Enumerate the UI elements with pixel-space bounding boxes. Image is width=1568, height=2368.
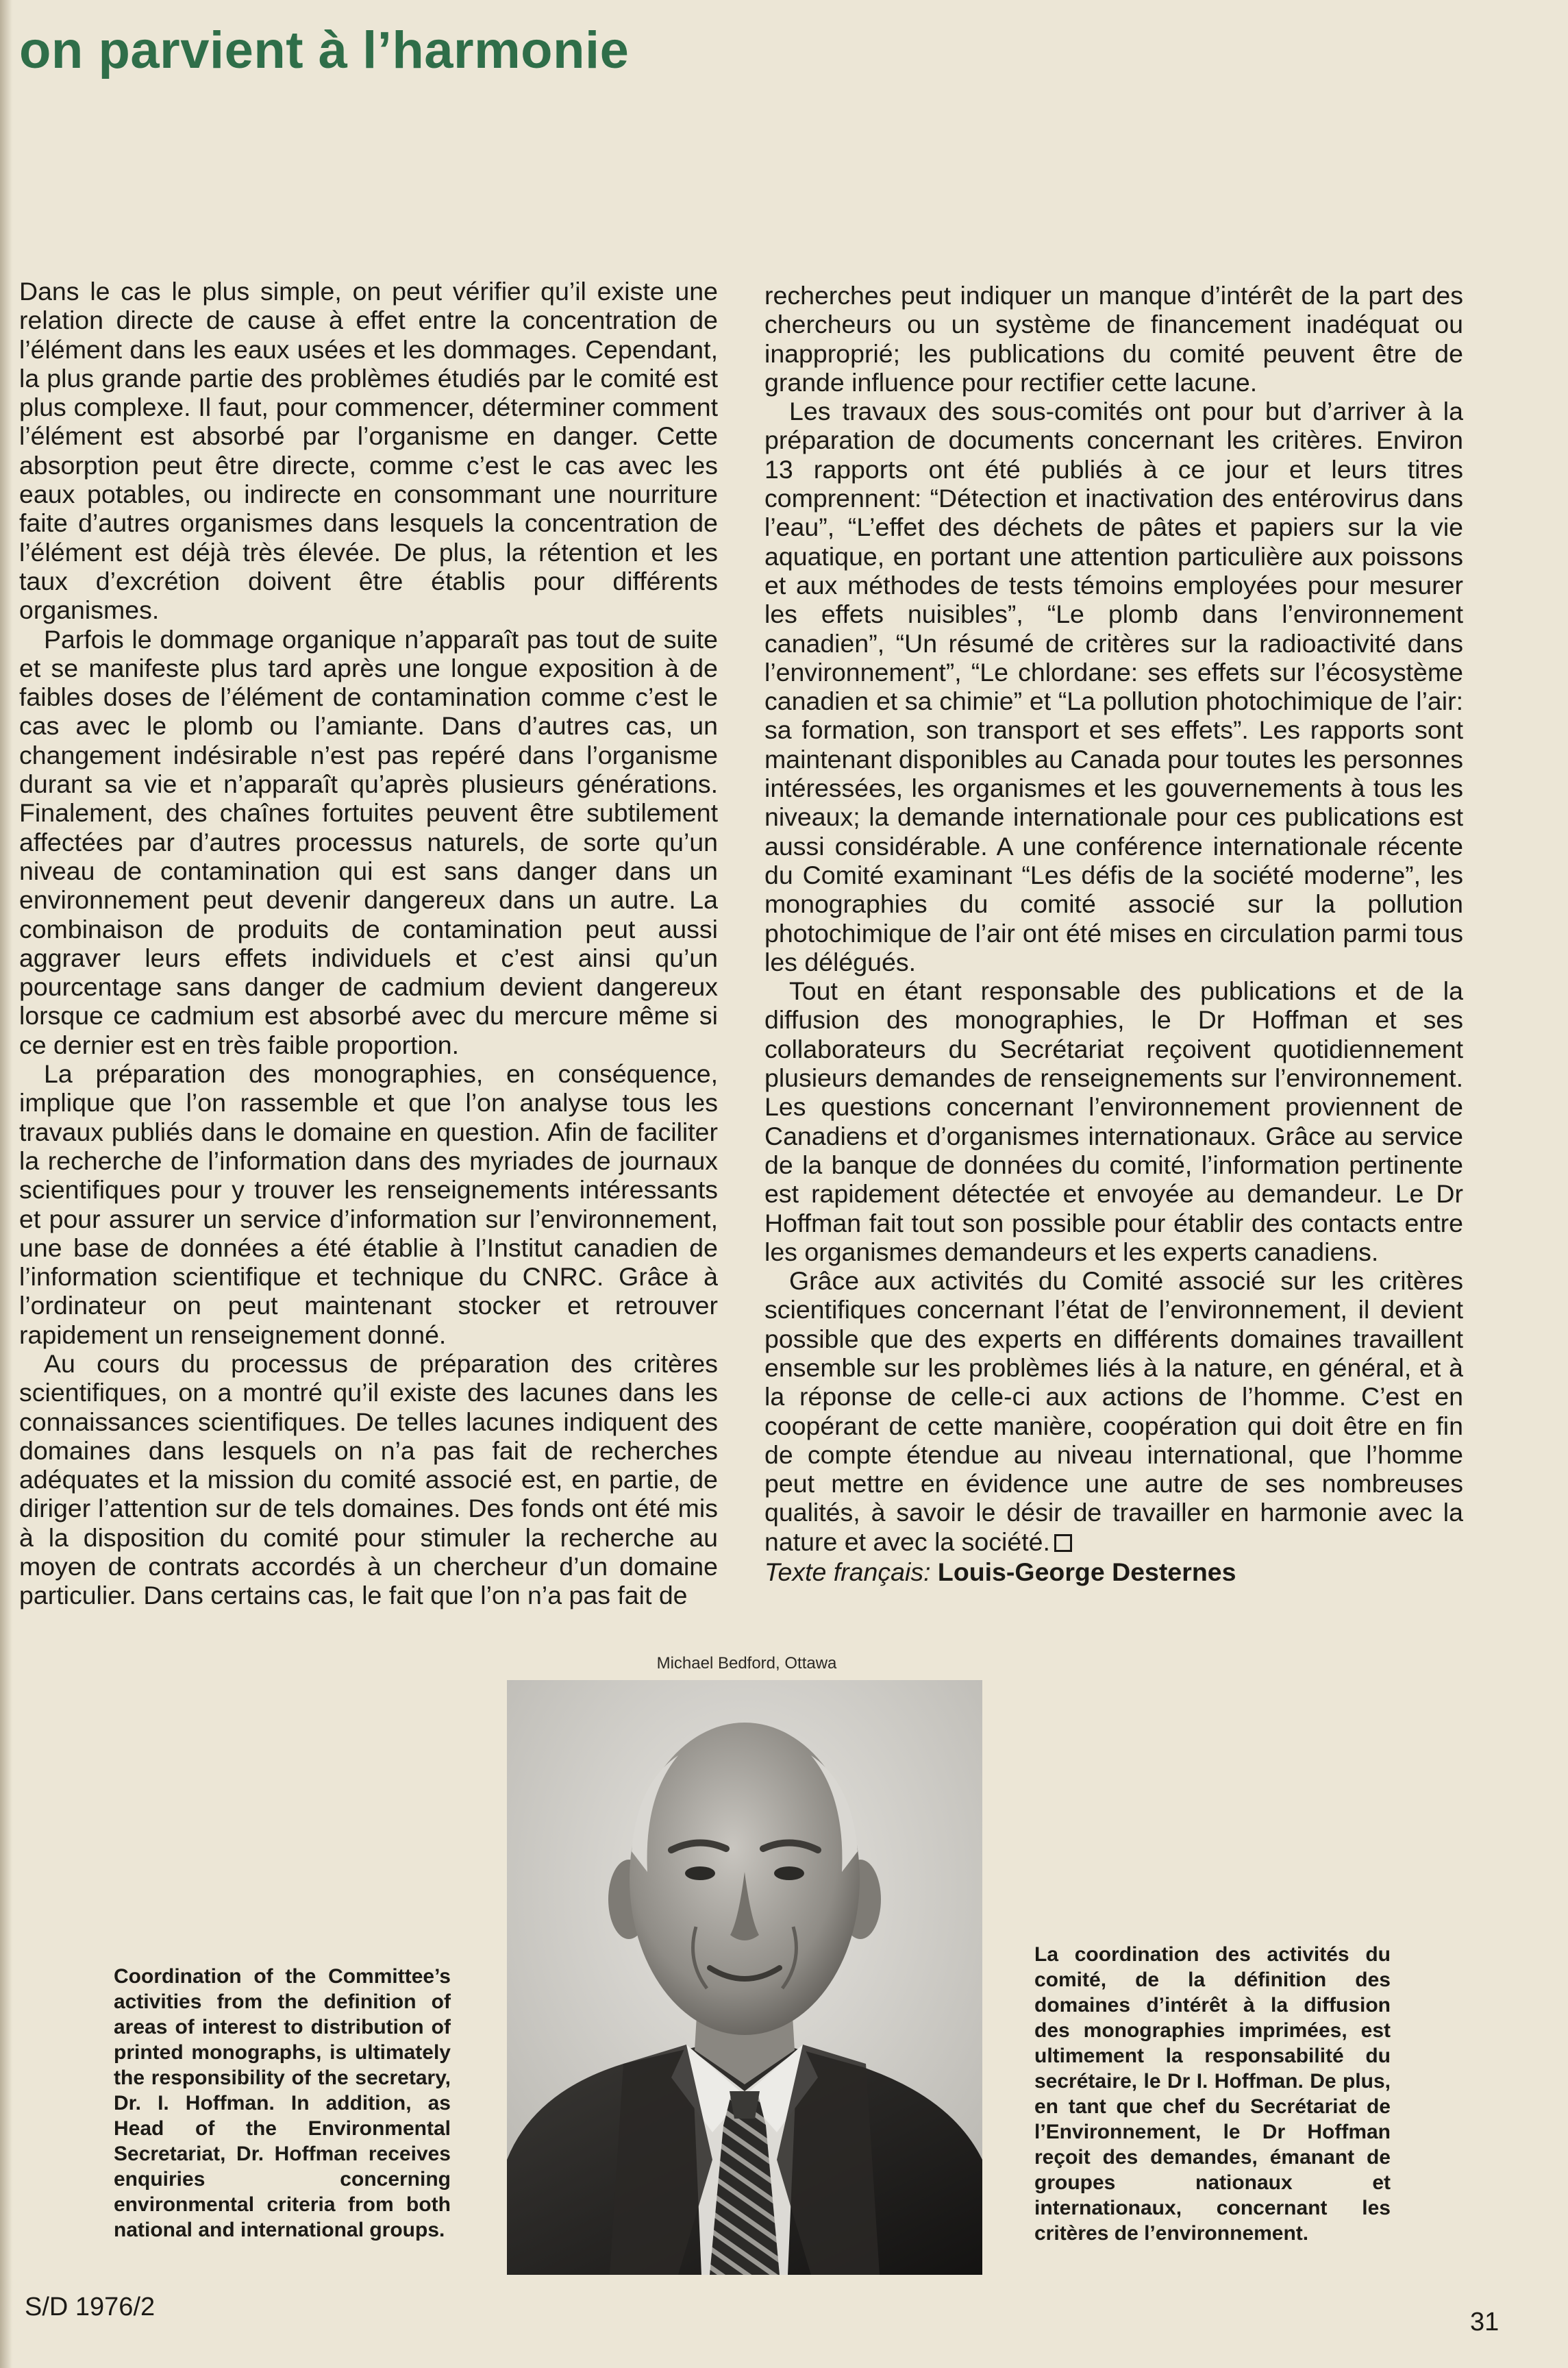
portrait-illustration: [507, 1680, 982, 2275]
paragraph: Dans le cas le plus simple, on peut vérifier qu’il existe une relation directe de cause à effet entre la concentration de l’élément dans les eaux usées et les dommages. Cependant, la plus grande partie des problèmes étudiés par le comité est plus complexe. Il faut, pour commencer, déterminer comment l’élément est absorbé par l’organisme en danger. Cette absorption peut être directe, comme c’est le cas avec les eaux potables, ou indirecte en consommant une nourriture faite d’autres organismes dans lesquels la concentration de l’élément est déjà très élevée. De plus, la rétention et les taux d’excrétion doivent être établis pour différents organismes.: [19, 277, 718, 625]
photo-caption-english: Coordination of the Committee’s activities from the definition of areas of interest to distribution of printed monographs, is ultimately the responsibility of the secretary, Dr. I. Hoffman. In addition, as Head of the Environmental Secretariat, Dr. Hoffman receives enquiries concerning environmental criteria from both national and international groups.: [114, 1965, 451, 2241]
article-column-left: [19, 277, 718, 1610]
photo-caption-french: La coordination des activités du comité, de la définition des domaines d’intérêt à la diffusion des monographies imprimées, est ultimement la responsabilité du secrétaire, le Dr I. Hoffman. De plus, en tant que chef du Secrétariat de l’Environnement, le Dr Hoffman reçoit des demandes, émanant de groupes nationaux et internationaux, concernant les critères de l’environnement.: [1034, 1943, 1391, 2245]
portrait-photo: [507, 1680, 982, 2275]
photo-credit: Michael Bedford, Ottawa: [656, 1654, 837, 1673]
paragraph: recherches peut indiquer un manque d’intérêt de la part des chercheurs ou un système de financement inadéquat ou inapproprié; les publications du comité peuvent être de grande influence pour rectifier cette lacune.: [764, 281, 1463, 397]
page-number: 31: [1470, 2308, 1499, 2336]
paragraph: Les travaux des sous-comités ont pour but d’arriver à la préparation de documents concernant les critères. Environ 13 rapports ont été publiés à ce jour et leurs titres comprennent: “Détection et inactivation des entérovirus dans l’eau”, “L’effet des déchets de pâtes et papiers sur la vie aquatique, en portant une attention particulière aux poissons et aux méthodes de tests témoins employées pour mesurer les effets nuisibles”, “Le plomb dans l’environnement canadien”, “Un résumé de critères sur la radioactivité dans l’environnement”, “Le chlordane: ses effets sur l’écosystème canadien et sa chimie” et “La pollution photochimique de l’air: sa formation, son transport et ses effets”. Les rapports sont maintenant disponibles au Canada pour toutes les personnes intéressées, les organismes et les gouvernements à tous les niveaux; la demande internationale pour ces publications est aussi considérable. A une conférence internationale récente du Comité examinant “Les défis de la société moderne”, les monographies du comité associé sur la pollution photochimique de l’air ont été mises en circulation parmi tous les délégués.: [764, 397, 1463, 976]
article-column-right: [764, 281, 1463, 1586]
paragraph: Parfois le dommage organique n’apparaît pas tout de suite et se manifeste plus tard après une longue exposition à de faibles doses de l’élément de contamination comme c’est le cas avec le plomb ou l’amiante. Dans d’autres cas, un changement indésirable n’est pas repéré dans l’organisme durant sa vie et n’apparaît qu’après plusieurs générations. Finalement, des chaînes fortuites peuvent être subtilement affectées par d’autres processus naturels, de sorte qu’un niveau de contamination qui est sans danger dans un environnement peut devenir dangereux dans un autre. La combinaison de produits de contamination peut aussi aggraver leurs effets individuels et c’est ainsi qu’un pourcentage sans danger de cadmium devient dangereux lorsque ce cadmium est absorbé avec du mercure même si ce dernier est en très faible proportion.: [19, 624, 718, 1059]
page-binding-edge: [0, 0, 12, 2368]
page-title: on parvient à l’harmonie: [19, 21, 630, 79]
issue-label: S/D 1976/2: [25, 2293, 155, 2321]
paragraph-closing: [764, 1266, 1463, 1556]
translation-credit-label: Texte français:: [764, 1557, 931, 1587]
paragraph-text: Grâce aux activités du Comité associé sur les critères scientifiques concernant l’état de l’environnement, il devient possible que des experts en différents domaines travaillent ensemble sur les problèmes liés à la nature, en général, et à la réponse de celle-ci aux actions de l’homme. C’est en coopérant de cette manière, coopération qui doit être en fin de compte étendue au niveau international, que l’homme peut mettre en évidence une autre de ses nombreuses qualités, à savoir le désir de travailler en harmonie avec la nature et avec la société.: [764, 1266, 1463, 1556]
translation-credit: [764, 1557, 1463, 1586]
paragraph: Tout en étant responsable des publications et de la diffusion des monographies, le Dr Hoffman et ses collaborateurs du Secrétariat reçoivent quotidiennement plusieurs demandes de renseignements sur l’environnement. Les questions concernant l’environnement proviennent de Canadiens et d’organismes internationaux. Grâce au service de la banque de données du comité, l’information pertinente est rapidement détectée et envoyée au demandeur. Le Dr Hoffman fait tout son possible pour établir des contacts entre les organismes demandeurs et les experts canadiens.: [764, 976, 1463, 1266]
paragraph: La préparation des monographies, en conséquence, implique que l’on rassemble et que l’on analyse tous les travaux publiés dans le domaine en question. Afin de faciliter la recherche de l’information dans des myriades de journaux scientifiques pour y trouver les renseignements intéressants et pour assurer un service d’information sur l’environnement, une base de données a été établie à l’Institut canadien de l’information scientifique et technique du CNRC. Grâce à l’ordinateur on peut maintenant stocker et retrouver rapidement un renseignement donné.: [19, 1059, 718, 1349]
translator-name: Louis-George Desternes: [937, 1557, 1236, 1587]
paragraph: Au cours du processus de préparation des critères scientifiques, on a montré qu’il existe des lacunes dans les connaissances scientifiques. De telles lacunes indiquent des domaines dans lesquels on n’a pas fait de recherches adéquates et la mission du comité associé est, en partie, de diriger l’attention sur de tels domaines. Des fonds ont été mis à la disposition du comité pour stimuler la recherche au moyen de contrats accordés à un chercheur d’un domaine particulier. Dans certains cas, le fait que l’on n’a pas fait de: [19, 1348, 718, 1610]
end-of-article-mark: [1054, 1534, 1072, 1552]
